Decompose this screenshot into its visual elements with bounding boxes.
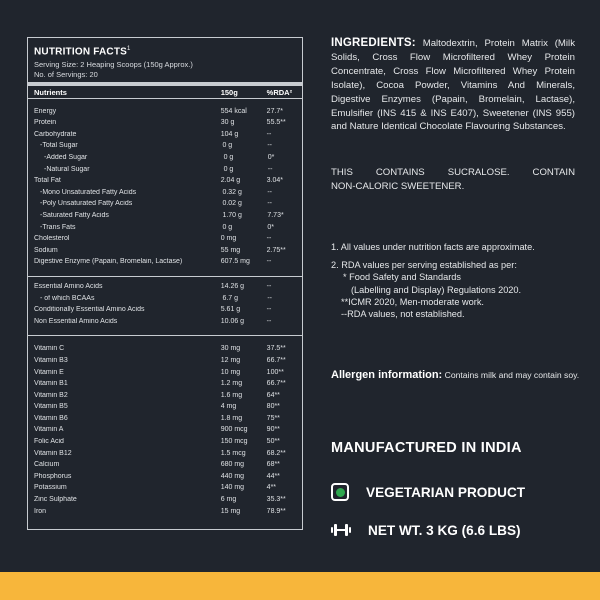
nutrient-name: -Saturated Fatty Acids xyxy=(40,211,109,219)
table-row xyxy=(34,494,296,506)
nutrient-name: -Mono Unsaturated Fatty Acids xyxy=(40,188,137,196)
nutrient-name: Sodium xyxy=(34,246,58,254)
footnote-1: 1. All values under nutrition facts are approximate. xyxy=(331,242,535,252)
table-row xyxy=(34,471,296,483)
nutrient-name: -Poly Unsaturated Fatty Acids xyxy=(40,200,133,208)
nutrient-name: -Trans Fats xyxy=(40,223,76,231)
nutrient-amount: 1.5 mcg xyxy=(220,449,246,457)
nutrient-amount: 0 g xyxy=(222,142,233,150)
nutrient-name: Iron xyxy=(34,507,47,515)
header-rda: %RDA² xyxy=(266,87,293,97)
nutrient-group-vitamins-minerals xyxy=(34,343,296,517)
nutrient-rda: 0* xyxy=(267,154,275,161)
servings-count: No. of Servings: 20 xyxy=(34,69,98,79)
nutrient-amount: 900 mcg xyxy=(220,426,248,434)
nutrient-amount: 1.70 g xyxy=(222,211,242,219)
table-row xyxy=(34,424,296,436)
nutrient-rda: -- xyxy=(266,317,272,325)
nutrient-rda: 75** xyxy=(266,414,280,422)
nutrient-group-macros xyxy=(34,105,296,267)
sucralose-line-1: THIS CONTAINS SUCRALOSE. CONTAIN xyxy=(331,167,575,178)
footnote-2d: --RDA values, not established. xyxy=(341,309,465,320)
nutrient-rda: -- xyxy=(266,306,272,314)
nutrient-amount: 0 g xyxy=(223,165,234,173)
nutrient-amount: 104 g xyxy=(220,130,239,138)
nutrient-name: Total Fat xyxy=(34,177,61,185)
table-row xyxy=(34,315,296,327)
table-row xyxy=(34,436,296,448)
nutrient-rda: 68** xyxy=(266,461,280,469)
net-weight-claim xyxy=(331,521,521,539)
nutrient-rda: -- xyxy=(267,142,273,150)
nutrient-name: Vitamin B5 xyxy=(34,403,68,411)
nutrient-rda: 27.7* xyxy=(266,107,284,115)
footnote-2: 2. RDA values per serving established as per: xyxy=(331,260,517,271)
nutrient-rda: 50** xyxy=(266,438,280,446)
nutrient-rda: 4** xyxy=(266,484,277,492)
nutrient-rda: 78.9** xyxy=(266,507,286,515)
manufactured-in: MANUFACTURED IN INDIA xyxy=(331,440,522,456)
serving-size: Serving Size: 2 Heaping Scoops (150g Approx.) xyxy=(34,60,193,70)
nutrient-amount: 1.8 mg xyxy=(220,414,243,422)
dumbbell-icon xyxy=(331,521,351,539)
table-row xyxy=(34,389,296,401)
nutrient-amount: 30 mg xyxy=(220,345,241,353)
nutrient-name: -Added Sugar xyxy=(44,154,88,161)
table-row xyxy=(34,447,296,459)
nutrient-rda: -- xyxy=(266,130,272,138)
nutrient-name: Protein xyxy=(34,119,57,127)
header-amount: 150g xyxy=(220,87,238,97)
footnotes xyxy=(331,241,581,320)
nutrient-rda: -- xyxy=(266,282,272,290)
nutrient-amount: 15 mg xyxy=(220,507,241,515)
nutrient-rda: -- xyxy=(266,235,272,243)
table-row xyxy=(34,117,296,129)
nutrient-name: - of which BCAAs xyxy=(40,294,95,302)
table-row xyxy=(34,221,296,233)
nutrient-amount: 0.02 g xyxy=(222,200,242,208)
footnote-2c: **ICMR 2020, Men-moderate work. xyxy=(341,296,484,307)
nutrient-amount: 5.61 g xyxy=(220,306,241,314)
nutrient-amount: 0.32 g xyxy=(222,188,242,196)
table-rule xyxy=(28,335,302,336)
allergen-info xyxy=(331,369,581,381)
nutrient-amount: 0 mg xyxy=(220,235,237,243)
sucralose-line-2: NON-CALORIC SWEETENER. xyxy=(331,180,465,192)
table-row xyxy=(34,343,296,355)
nutrient-name: Vitamin B3 xyxy=(34,356,68,364)
table-row xyxy=(34,233,296,245)
table-row xyxy=(34,105,296,117)
nutrient-name: -Natural Sugar xyxy=(44,165,90,173)
nutrient-rda: 0* xyxy=(267,223,274,231)
nutrient-rda: 66.7** xyxy=(266,356,286,364)
nutrient-name: Zinc Sulphate xyxy=(34,496,77,504)
nutrient-rda: 35.3** xyxy=(266,496,286,504)
table-row xyxy=(34,281,296,293)
table-row xyxy=(34,401,296,413)
table-row xyxy=(34,378,296,390)
table-row xyxy=(34,140,296,152)
nutrient-amount: 0 g xyxy=(222,223,233,231)
nutrient-name: Conditionally Essential Amino Acids xyxy=(34,306,145,314)
nutrient-name: Digestive Enzyme (Papain, Bromelain, Lactase) xyxy=(34,258,183,266)
vegetarian-label: VEGETARIAN PRODUCT xyxy=(366,484,526,500)
allergen-text: Contains milk and may contain soy. xyxy=(442,370,580,380)
ingredients-block xyxy=(331,37,575,134)
allergen-heading: Allergen information: xyxy=(331,369,443,381)
nutrient-amount: 554 kcal xyxy=(220,107,247,115)
nutrient-amount: 680 mg xyxy=(220,461,245,469)
nutrient-rda: 80** xyxy=(266,403,280,411)
nutrient-name: Vitamin B1 xyxy=(34,380,68,388)
nutrient-amount: 0 g xyxy=(223,154,234,161)
nutrient-amount: 10.06 g xyxy=(220,317,245,325)
table-row xyxy=(34,413,296,425)
table-row xyxy=(34,175,296,187)
nutrient-name: Potassium xyxy=(34,484,67,492)
header-nutrients: Nutrients xyxy=(34,87,67,97)
table-row xyxy=(34,304,296,316)
nutrient-amount: 150 mcg xyxy=(220,438,248,446)
nutrient-name: Folic Acid xyxy=(34,438,64,446)
table-header xyxy=(34,86,296,98)
nutrient-amount: 4 mg xyxy=(220,403,237,411)
sucralose-warning xyxy=(331,166,575,194)
nutrient-amount: 1.6 mg xyxy=(220,391,243,399)
table-row xyxy=(34,198,296,210)
vegetarian-claim xyxy=(331,483,525,501)
table-row xyxy=(34,292,296,304)
table-row xyxy=(34,355,296,367)
nutrition-title: NUTRITION FACTS$^1$ xyxy=(34,46,131,58)
nutrient-rda: 90** xyxy=(266,426,280,434)
table-row xyxy=(34,482,296,494)
nutrient-rda: -- xyxy=(267,294,273,302)
nutrient-name: Vitamin B6 xyxy=(34,414,68,422)
nutrient-amount: 2.04 g xyxy=(220,177,241,185)
table-rule xyxy=(28,276,302,277)
nutrient-name: Vitamin B12 xyxy=(34,449,72,457)
ingredients-list: Maltodextrin, Protein Matrix (Milk Solids, Cross Flow Microfiltered Whey Protein Concentrate, Cross Flow Microfiltered Whey Protein Isolate), Cocoa Powder, Vitamins And Minerals, Digestive Enzymes (Papain, Bromelain, Lactase), Emulsifier (INS 415 & INS E407), Sweetener (INS 955) and Nature Identical Chocolate Flavouring Substances. xyxy=(331,38,575,133)
nutrient-rda: -- xyxy=(267,200,273,208)
table-row xyxy=(34,505,296,517)
vegetarian-icon xyxy=(331,483,349,501)
nutrition-facts-panel xyxy=(27,37,303,530)
table-row xyxy=(34,163,296,175)
table-row xyxy=(34,152,296,164)
nutrient-rda: 7.73* xyxy=(267,211,284,219)
nutrient-name: Vitamin E xyxy=(34,368,64,376)
table-row xyxy=(34,366,296,378)
nutrient-rda: 44** xyxy=(266,472,280,480)
nutrient-name: -Total Sugar xyxy=(40,142,78,150)
nutrient-name: Calcium xyxy=(34,461,60,469)
nutrient-amount: 6.7 g xyxy=(222,294,239,302)
accent-bar xyxy=(0,572,600,600)
nutrient-name: Carbohydrate xyxy=(34,130,77,138)
nutrient-amount: 30 g xyxy=(220,119,235,127)
table-row xyxy=(34,210,296,222)
nutrient-rda: -- xyxy=(267,188,273,196)
nutrient-rda: 2.75** xyxy=(266,246,286,254)
ingredients-heading: INGREDIENTS: xyxy=(331,37,416,49)
nutrient-name: Phosphorus xyxy=(34,472,72,480)
table-row xyxy=(34,186,296,198)
footnote-2b: (Labelling and Display) Regulations 2020. xyxy=(351,284,522,295)
net-weight-label: NET WT. 3 KG (6.6 LBS) xyxy=(368,522,521,538)
nutrient-name: Vitamin B2 xyxy=(34,391,68,399)
nutrient-rda: 3.04* xyxy=(266,177,284,185)
nutrient-amount: 6 mg xyxy=(220,496,237,504)
nutrient-amount: 12 mg xyxy=(220,356,241,364)
footnote-2a: * Food Safety and Standards xyxy=(343,272,461,283)
nutrient-name: Vitamin C xyxy=(34,345,65,353)
table-row xyxy=(34,256,296,268)
table-rule xyxy=(28,98,302,99)
nutrient-name: Vitamin A xyxy=(34,426,64,434)
table-row xyxy=(34,129,296,141)
nutrient-group-amino-acids xyxy=(34,281,296,327)
table-row xyxy=(34,459,296,471)
nutrient-amount: 440 mg xyxy=(220,472,245,480)
nutrient-rda: 68.2** xyxy=(266,449,286,457)
nutrient-name: Energy xyxy=(34,107,57,115)
nutrient-amount: 10 mg xyxy=(220,368,241,376)
nutrient-rda: -- xyxy=(267,165,273,173)
nutrient-rda: 37.5** xyxy=(266,345,286,353)
nutrient-rda: -- xyxy=(266,258,272,266)
nutrient-rda: 55.5** xyxy=(266,119,286,127)
table-row xyxy=(34,244,296,256)
nutrient-name: Essential Amino Acids xyxy=(34,282,103,290)
nutrient-amount: 14.26 g xyxy=(220,282,245,290)
nutrient-amount: 1.2 mg xyxy=(220,380,243,388)
nutrient-amount: 607.5 mg xyxy=(220,258,250,266)
nutrient-name: Cholesterol xyxy=(34,235,70,243)
ingredients-text xyxy=(331,37,575,134)
nutrient-rda: 66.7** xyxy=(266,380,286,388)
nutrient-name: Non Essential Amino Acids xyxy=(34,317,118,325)
nutrient-rda: 100** xyxy=(266,368,284,376)
nutrient-amount: 140 mg xyxy=(220,484,245,492)
nutrient-rda: 64** xyxy=(266,391,280,399)
nutrient-amount: 55 mg xyxy=(220,246,241,254)
